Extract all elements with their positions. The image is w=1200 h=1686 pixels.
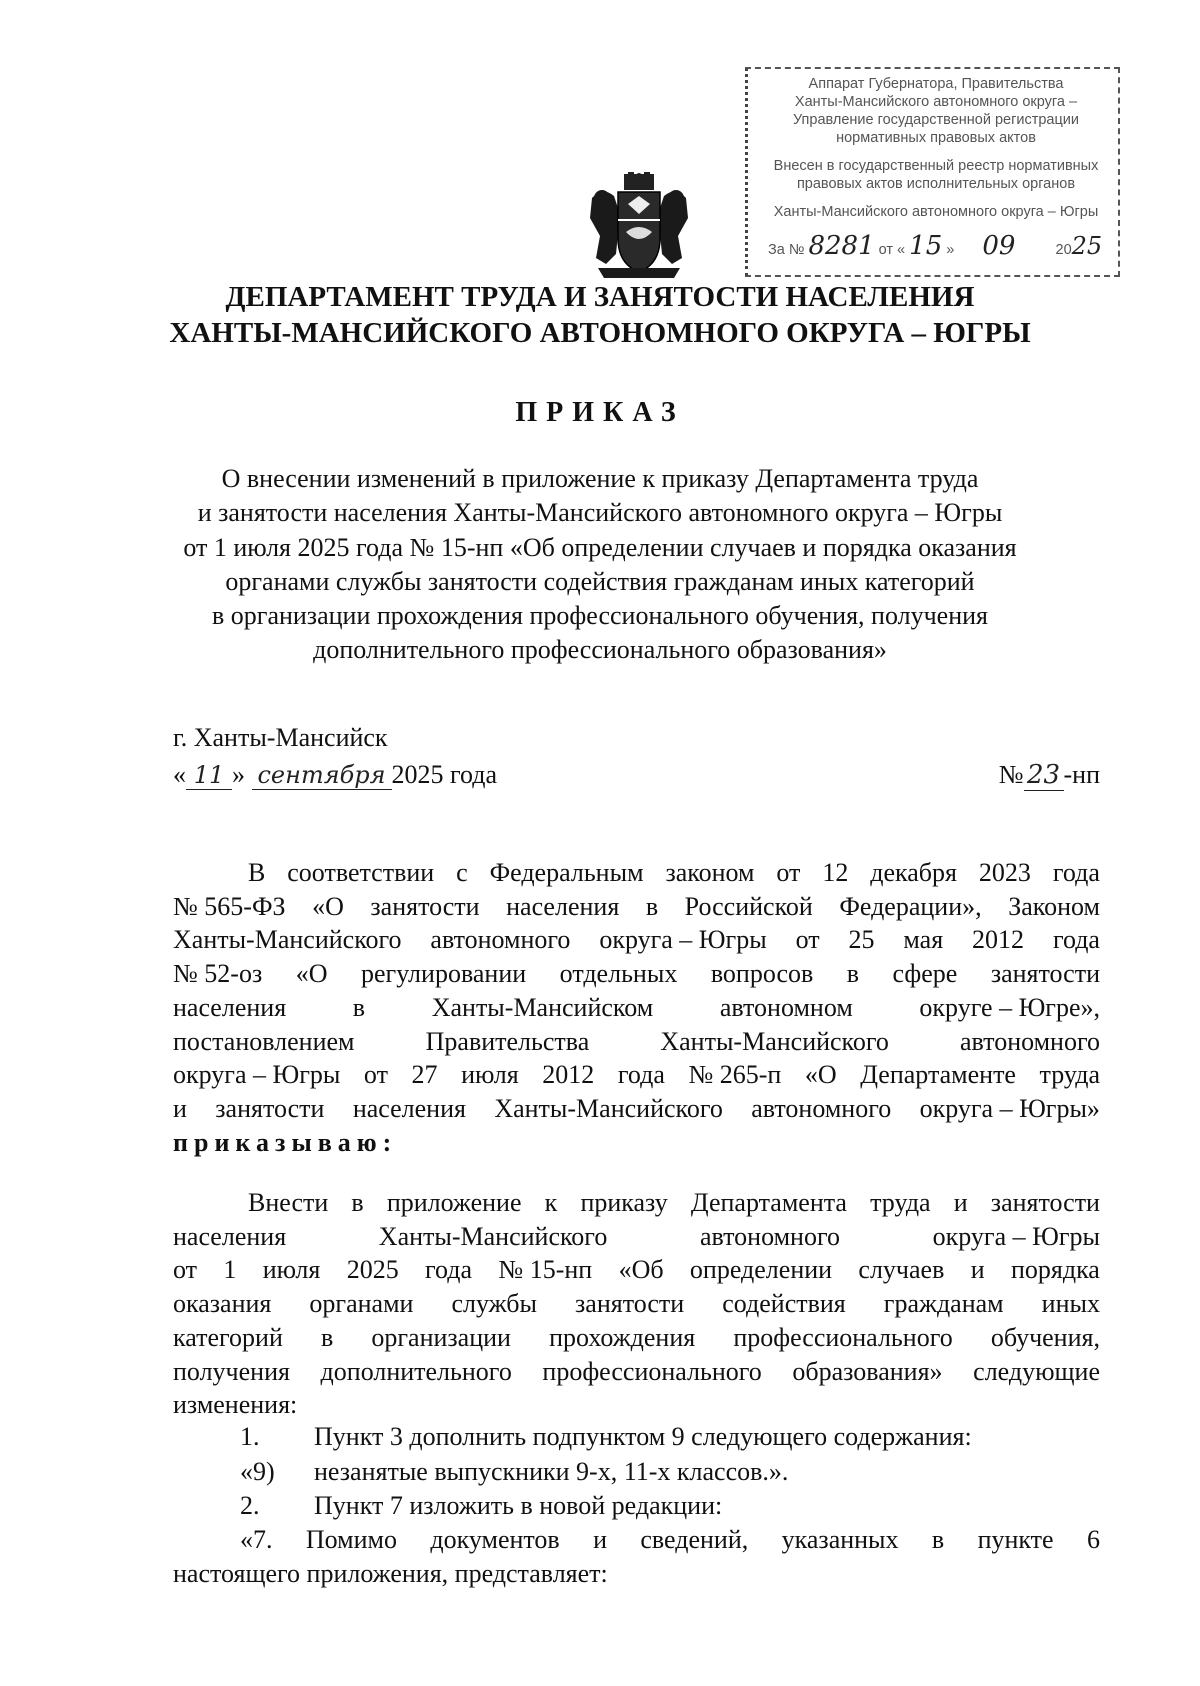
main-line (173, 1220, 1100, 1254)
word: автономном (719, 992, 853, 1022)
word: труда (1039, 1060, 1100, 1090)
preamble-line (173, 890, 1100, 924)
word: 12 (822, 858, 849, 887)
word: автономного (699, 1221, 840, 1251)
stamp-line: правовых актов исполнительных органов (796, 176, 1076, 192)
word: Ханты-Мансийского (378, 1221, 608, 1251)
point-7-paragraph (173, 1523, 1100, 1590)
word: занятости (990, 959, 1100, 989)
word: занятости (370, 891, 480, 921)
word: отдельных (559, 959, 678, 989)
word: законом (665, 858, 755, 887)
word: Ханты-Мансийского (660, 1026, 889, 1056)
word: органами (309, 1289, 414, 1319)
word: «Об (618, 1255, 664, 1285)
word: года (617, 1060, 665, 1090)
word: в (320, 1322, 334, 1352)
word: в (352, 992, 366, 1022)
word: автономного (960, 1026, 1100, 1056)
word: 2012 (972, 925, 1025, 955)
stamp-reg-from: от « (878, 242, 906, 258)
word: гражданам (883, 1289, 1004, 1319)
word: профессионального (542, 1356, 762, 1386)
word: случаев (858, 1255, 945, 1285)
word: «О (295, 959, 328, 989)
list-item-number: «9) (240, 1457, 275, 1486)
word: в (846, 959, 860, 989)
word: в (351, 1188, 364, 1217)
registration-stamp (745, 67, 1120, 277)
date-line (173, 760, 497, 790)
word: населения (352, 1093, 466, 1123)
stamp-reg-year-prefix: 20 (1055, 242, 1072, 258)
word: 2025 (346, 1255, 399, 1285)
date-day: 11 (186, 761, 232, 790)
word: и (970, 1255, 985, 1285)
word: службы (451, 1289, 537, 1319)
stamp-reg-prefix: За № (768, 242, 805, 258)
word: года (1052, 925, 1100, 955)
word: округа – Югры (932, 1221, 1100, 1251)
main-line (173, 1321, 1100, 1355)
main-line-last: изменения: (173, 1390, 298, 1420)
word: округа – Югры» (919, 1093, 1100, 1123)
word: занятости (215, 1093, 325, 1123)
word: Федеральным (489, 858, 644, 887)
list-item (240, 1457, 788, 1487)
subject-line: от 1 июля 2025 года № 15-нп «Об определении случаев и порядка оказания (183, 532, 1017, 562)
word: года (1052, 858, 1100, 887)
stamp-reg-quote: » (946, 242, 955, 258)
order-number-value: 23 (1024, 760, 1064, 791)
word: декабря (870, 858, 957, 887)
stamp-line: Аппарат Губернатора, Правительства (808, 76, 1064, 92)
word: № 52-оз (173, 959, 263, 989)
word: автономного (430, 925, 571, 955)
main-line (173, 1253, 1100, 1287)
word: № 265-п (688, 1060, 782, 1090)
word: порядка (1010, 1255, 1100, 1285)
word: и (953, 1188, 968, 1217)
word: следующие (973, 1356, 1100, 1386)
word: мая (903, 925, 944, 955)
word: в (931, 1525, 945, 1554)
word: от (795, 925, 820, 955)
word: получения (173, 1356, 290, 1386)
word: регулировании (361, 959, 527, 989)
subject-line: в организации прохождения профессионального обучения, получения (212, 601, 988, 631)
subject-line: дополнительного профессионального образования» (313, 635, 887, 665)
word: округа – Югры (599, 925, 767, 955)
word: Российской (684, 891, 813, 921)
point-7-line (173, 1523, 1100, 1557)
word: пункте (977, 1525, 1054, 1554)
list-item-number: 1. (240, 1422, 260, 1451)
main-line (173, 1186, 1100, 1220)
word: Правительства (425, 1026, 590, 1056)
order-number-suffix: -нп (1063, 760, 1100, 789)
word: округа – Югры (173, 1060, 341, 1090)
main-line (173, 1287, 1100, 1321)
stamp-line: Ханты-Мансийского автономного округа – (794, 94, 1078, 110)
word: обучения, (990, 1322, 1100, 1352)
word: прохождения (549, 1322, 696, 1352)
word: постановлением (173, 1026, 355, 1056)
list-item-text: незанятые выпускники 9-х, 11-х классов.». (314, 1457, 789, 1486)
stamp-reg-year-suffix: 25 (1071, 232, 1103, 260)
order-subject (150, 462, 1050, 668)
order-number (999, 760, 1100, 791)
word: В (248, 858, 266, 887)
list-item-text: Пункт 7 изложить в новой редакции: (314, 1491, 723, 1520)
subject-line: и занятости населения Ханты-Мансийского автономного округа – Югры (197, 498, 1003, 528)
word: дополнительного (320, 1356, 512, 1386)
subject-line: органами службы занятости содействия гражданам иных категорий (225, 566, 975, 596)
word: труда (870, 1188, 931, 1217)
word: определении (689, 1255, 833, 1285)
word: приказу (580, 1188, 668, 1217)
main-line (173, 1355, 1100, 1389)
preamble-line (173, 1058, 1100, 1092)
word: Федерации», (839, 891, 982, 921)
word: указанных (781, 1525, 899, 1554)
date-month: сентября (252, 761, 392, 790)
word: документов (430, 1525, 560, 1554)
date-open-quote: « (173, 760, 186, 789)
preamble-line (173, 1025, 1100, 1059)
word: категорий (173, 1322, 283, 1352)
department-title-line-1: ДЕПАРТАМЕНТ ТРУДА И ЗАНЯТОСТИ НАСЕЛЕНИЯ (225, 281, 975, 313)
word: с (456, 858, 468, 887)
word: «7. (240, 1525, 273, 1554)
word: населения (173, 992, 287, 1022)
date-year: 2025 года (391, 760, 498, 789)
word: содействия (722, 1289, 846, 1319)
word: от (173, 1255, 198, 1285)
word: Внести (248, 1188, 329, 1217)
word: Департамента (690, 1188, 847, 1217)
word: Ханты-Мансийского (494, 1093, 723, 1123)
list-item-number: 2. (240, 1491, 260, 1520)
word: и (593, 1525, 608, 1554)
word: оказания (173, 1289, 272, 1319)
word: 1 (223, 1255, 237, 1285)
word: Законом (1008, 891, 1100, 921)
subject-line: О внесении изменений в приложение к приказу Департамента труда (221, 464, 979, 493)
word: Ханты-Мансийском (431, 992, 654, 1022)
word: «О (312, 891, 344, 921)
word: Ханты-Мансийского (173, 925, 402, 955)
stamp-registration-line (768, 231, 1118, 267)
word: округе – Югре», (919, 992, 1100, 1022)
word: автономного (751, 1093, 892, 1123)
word: 2023 (978, 858, 1031, 887)
word: 6 (1086, 1525, 1100, 1554)
stamp-reg-month: 09 (982, 231, 1016, 261)
main-paragraph (173, 1186, 1100, 1422)
word: 27 (411, 1060, 438, 1090)
word: от (776, 858, 801, 887)
word: и (173, 1093, 187, 1123)
stamp-line: нормативных правовых актов (836, 130, 1036, 146)
document-type-title: ПРИКАЗ (515, 397, 685, 428)
word: занятости (990, 1188, 1100, 1217)
preamble-line (173, 991, 1100, 1025)
order-verb: приказываю: (173, 1127, 398, 1157)
coat-of-arms-icon (588, 172, 690, 282)
list-item-text: Пункт 3 дополнить подпунктом 9 следующего содержания: (314, 1422, 972, 1451)
word: от (363, 1060, 388, 1090)
word: сведений, (640, 1525, 749, 1554)
date-close-quote: » (232, 760, 245, 789)
word: соответствии (287, 858, 435, 887)
word: занятости (575, 1289, 685, 1319)
word: 2012 (542, 1060, 595, 1090)
stamp-reg-number: 8281 (808, 231, 875, 261)
order-number-prefix: № (998, 760, 1024, 789)
word: № 565-ФЗ (173, 891, 286, 921)
preamble-line (173, 1092, 1100, 1126)
list-item (240, 1422, 972, 1452)
word: образования» (792, 1356, 943, 1386)
word: Департаменте (860, 1060, 1016, 1090)
department-title-line-2: ХАНТЫ-МАНСИЙСКОГО АВТОНОМНОГО ОКРУГА – ЮГРЫ (169, 317, 1031, 349)
preamble-line (173, 957, 1100, 991)
word: организации (371, 1322, 511, 1352)
list-item (240, 1491, 722, 1521)
word: населения (506, 891, 620, 921)
word: июля (262, 1255, 321, 1285)
word: сфере (892, 959, 958, 989)
stamp-line: Ханты-Мансийского автономного округа – Югры (773, 204, 1099, 220)
word: года (425, 1255, 473, 1285)
stamp-reg-day: 15 (909, 231, 943, 261)
word: июля (461, 1060, 519, 1090)
word: № 15-нп (498, 1255, 593, 1285)
stamp-line: Управление государственной регистрации (792, 112, 1080, 128)
word: вопросов (710, 959, 814, 989)
word: 25 (848, 925, 875, 955)
word: профессионального (733, 1322, 953, 1352)
preamble-line (173, 923, 1100, 957)
word: приложение (386, 1188, 522, 1217)
preamble-paragraph (173, 856, 1100, 1159)
word: Помимо (305, 1525, 397, 1554)
word: в (645, 891, 659, 921)
word: иных (1041, 1289, 1100, 1319)
word: населения (173, 1221, 287, 1251)
word: «О (804, 1060, 837, 1090)
place-of-issue: г. Ханты-Мансийск (173, 723, 388, 752)
preamble-line (173, 856, 1100, 890)
point-7-line-last: настоящего приложения, представляет: (173, 1558, 608, 1588)
word: к (544, 1188, 558, 1217)
stamp-line: Внесен в государственный реестр нормативных (773, 158, 1099, 174)
